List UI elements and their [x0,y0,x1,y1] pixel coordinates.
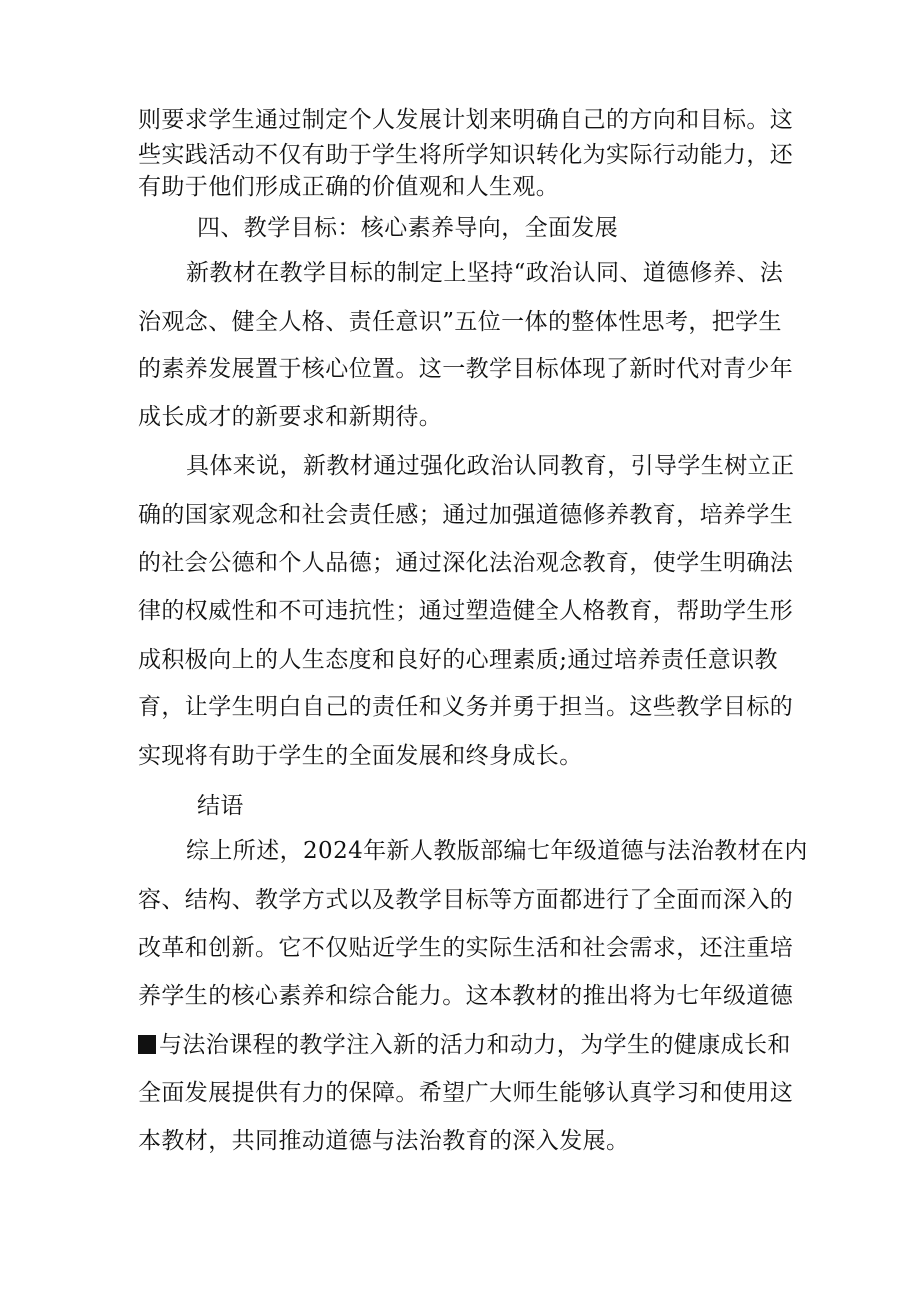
body-text-line: 成长成才的新要求和新期待。 [138,404,443,430]
body-text-line: 全面发展提供有力的保障。希望广大师生能够认真学习和使用这 [138,1080,794,1106]
body-text-line: 些实践活动不仅有助于学生将所学知识转化为实际行动能力，还 [138,142,794,168]
body-text-line: 治观念、健全人格、责任意识”五位一体的整体性思考，把学生 [138,309,782,335]
redaction-mark [138,1035,156,1054]
body-text-line: 养学生的核心素养和综合能力。这本教材的推出将为七年级道德 [138,983,794,1009]
body-text-line: 确的国家观念和社会责任感；通过加强道德修养教育，培养学生 [138,502,794,528]
body-text-line: 容、结构、教学方式以及教学目标等方面都进行了全面而深入的 [138,887,794,913]
body-text-line: 的素养发展置于核心位置。这一教学目标体现了新时代对青少年 [138,356,794,382]
body-text-line: 则要求学生通过制定个人发展计划来明确自己的方向和目标。这 [138,107,794,133]
body-text-line: 有助于他们形成正确的价值观和人生观。 [138,174,560,200]
body-text-line: 综上所述，2024年新人教版部编七年级道德与法治教材在内 [186,838,808,864]
body-text-line: 的社会公德和个人品德；通过深化法治观念教育，使学生明确法 [138,550,794,576]
body-text-line: 改革和创新。它不仅贴近学生的实际生活和社会需求，还注重培 [138,935,794,961]
body-text-line: 具体来说，新教材通过强化政治认同教育，引导学生树立正 [186,453,795,479]
body-text-line: 本教材，共同推动道德与法治教育的深入发展。 [138,1128,630,1154]
body-text-line [138,1030,798,1062]
body-text-line: 新教材在教学目标的制定上坚持“政治认同、道德修养、法 [186,260,784,286]
body-text-line: 律的权威性和不可违抗性；通过塑造健全人格教育，帮助学生形 [138,598,794,624]
body-text-line: 育，让学生明白自己的责任和义务并勇于担当。这些教学目标的 [138,694,794,720]
section-heading-conclusion: 结语 [197,793,244,819]
body-text-span: 与法治课程的教学注入新的活力和动力，为学生的健康成长和 [159,1032,791,1058]
body-text-line: 成积极向上的人生态度和良好的心理素质;通过培养责任意识教 [138,647,778,673]
body-text-line: 实现将有助于学生的全面发展和终身成长。 [138,743,583,769]
section-heading: 四、教学目标：核心素养导向，全面发展 [197,215,619,241]
